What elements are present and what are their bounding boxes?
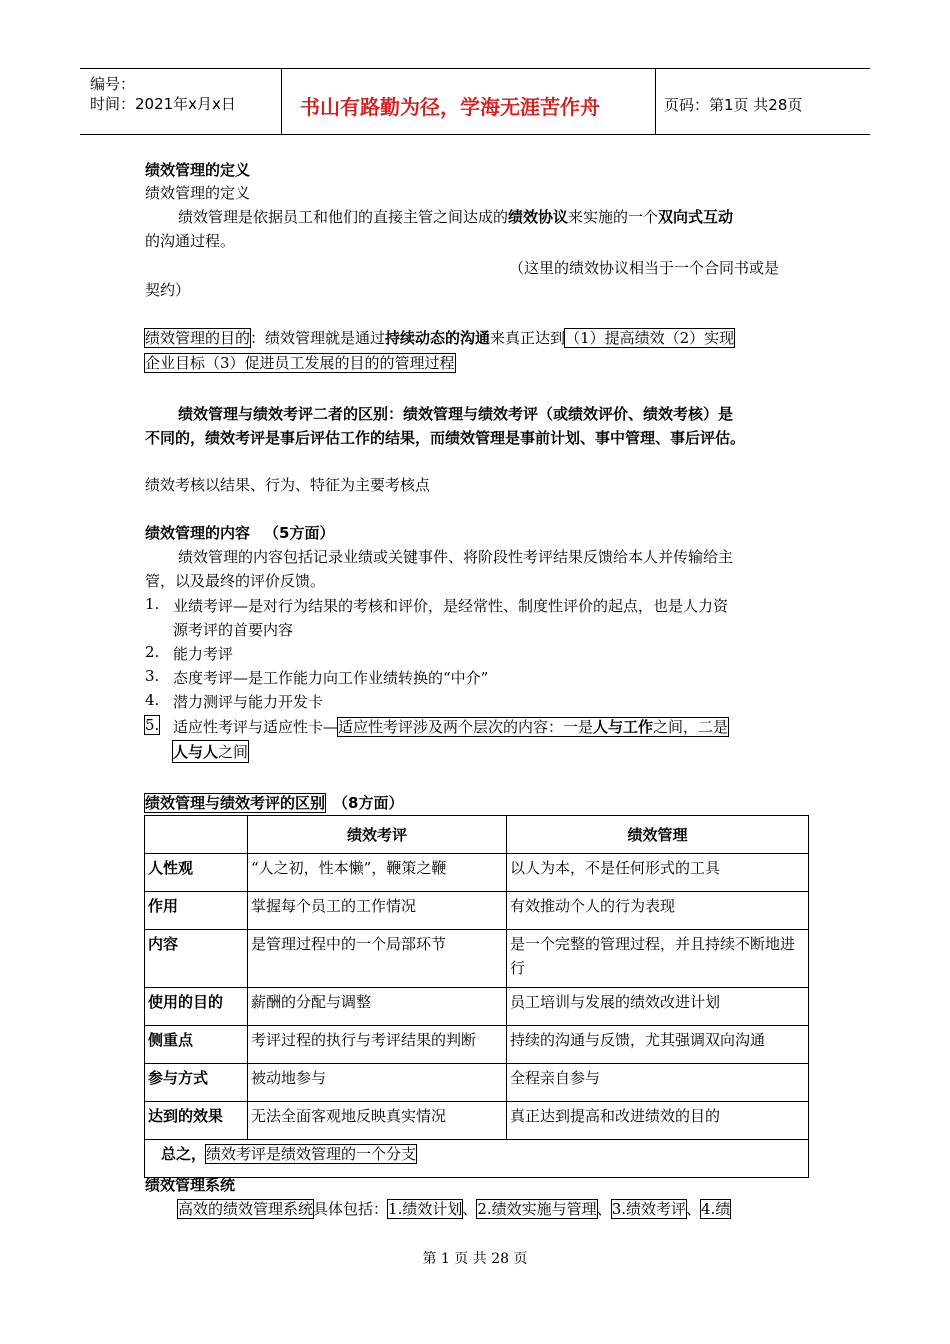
item5-boxed bbox=[338, 718, 728, 736]
header-top-rule bbox=[80, 68, 870, 69]
item5-text-a: 适应性考评与适应性卡— bbox=[173, 718, 339, 736]
definition-text-c: 来实施的一个 bbox=[568, 208, 659, 226]
purpose-goals-boxed: （1）提高绩效（2）实现 bbox=[565, 329, 735, 347]
table-row bbox=[145, 1102, 809, 1140]
cell-assessment: 是管理过程中的一个局部环节 bbox=[248, 930, 507, 988]
system-boxed-a: 高效的绩效管理系统 bbox=[178, 1200, 314, 1218]
definition-text-a: 绩效管理是依据员工和他们的直接主管之间达成的 bbox=[178, 208, 509, 226]
content-intro-line2: 管，以及最终的评价反馈。 bbox=[145, 572, 326, 590]
list-number: 5. bbox=[145, 716, 160, 734]
item5-text-f: 之间 bbox=[218, 743, 249, 761]
definition-paragraph-cont: 的沟通过程。 bbox=[145, 232, 236, 250]
table-heading bbox=[145, 792, 403, 813]
definition-paragraph bbox=[178, 206, 733, 227]
list-text: 能力考评 bbox=[173, 645, 234, 663]
row-label: 参与方式 bbox=[145, 1064, 248, 1102]
cell-management: 持续的沟通与反馈，尤其强调双向沟通 bbox=[507, 1026, 809, 1064]
system-step-2: 2.绩效实施与管理 bbox=[477, 1200, 597, 1218]
summary-text: 绩效考评是绩效管理的一个分支 bbox=[206, 1145, 417, 1163]
content-intro-line1: 绩效管理的内容包括记录业绩或关键事件、将阶段性考评结果反馈给本人并传输给主 bbox=[178, 548, 734, 566]
table-row bbox=[145, 988, 809, 1026]
row-label: 侧重点 bbox=[145, 1026, 248, 1064]
cell-assessment: “人之初，性本懒”，鞭策之鞭 bbox=[248, 854, 507, 892]
system-step-1: 1.绩效计划 bbox=[388, 1200, 463, 1218]
table-row bbox=[145, 892, 809, 930]
section-title-definition: 绩效管理的定义 bbox=[145, 161, 251, 179]
row-label: 达到的效果 bbox=[145, 1102, 248, 1140]
system-sep: 、 bbox=[462, 1200, 478, 1218]
table-header-cell bbox=[145, 816, 248, 854]
system-sep: 、 bbox=[686, 1200, 702, 1218]
cell-management: 员工培训与发展的绩效改进计划 bbox=[507, 988, 809, 1026]
summary-prefix: 总之， bbox=[161, 1145, 207, 1163]
system-title: 绩效管理系统 bbox=[145, 1176, 236, 1194]
cell-assessment: 考评过程的执行与考评结果的判断 bbox=[248, 1026, 507, 1064]
header-motto: 书山有路勤为径，学海无涯苦作舟 bbox=[300, 95, 600, 119]
list-number: 3. bbox=[145, 667, 160, 685]
difference-line2: 不同的，绩效考评是事后评估工作的结果，而绩效管理是事前计划、事中管理、事后评估。 bbox=[145, 429, 746, 447]
table-row bbox=[145, 1026, 809, 1064]
list-text: 潜力测评与能力开发卡 bbox=[173, 693, 324, 711]
cell-management: 有效推动个人的行为表现 bbox=[507, 892, 809, 930]
system-text-b: 具体包括： bbox=[313, 1200, 389, 1218]
table-summary-row bbox=[145, 1140, 809, 1178]
page-footer: 第 1 页 共 28 页 bbox=[422, 1251, 528, 1267]
purpose-line1 bbox=[145, 327, 734, 348]
system-sep: 、 bbox=[596, 1200, 612, 1218]
table-row bbox=[145, 1064, 809, 1102]
definition-note-line2: 契约） bbox=[145, 281, 191, 299]
cell-management: 真正达到提高和改进绩效的目的 bbox=[507, 1102, 809, 1140]
content-title: 绩效管理的内容 bbox=[145, 524, 251, 542]
cell-assessment: 掌握每个员工的工作情况 bbox=[248, 892, 507, 930]
table-title: 绩效管理与绩效考评的区别 bbox=[145, 794, 326, 812]
header-number-label: 编号： bbox=[90, 75, 136, 93]
header-bottom-rule bbox=[80, 134, 870, 135]
header-time-label: 时间：2021年x月x日 bbox=[90, 95, 236, 113]
content-heading bbox=[145, 522, 334, 543]
section-subtitle-definition: 绩效管理的定义 bbox=[145, 184, 251, 202]
item5-text-d: 之间，二是 bbox=[653, 718, 729, 736]
list-text: 态度考评—是工作能力向工作业绩转换的“中介” bbox=[173, 669, 489, 687]
system-step-3: 3.绩效考评 bbox=[611, 1200, 686, 1218]
cell-management: 是一个完整的管理过程，并且持续不断地进行 bbox=[507, 930, 809, 988]
definition-text-bold-agreement: 绩效协议 bbox=[508, 208, 569, 226]
row-label: 使用的目的 bbox=[145, 988, 248, 1026]
cell-assessment: 无法全面客观地反映真实情况 bbox=[248, 1102, 507, 1140]
list-text-cont: 源考评的首要内容 bbox=[173, 621, 294, 639]
table-header-cell: 绩效考评 bbox=[248, 816, 507, 854]
definition-text-bold-interaction: 双向式互动 bbox=[658, 208, 734, 226]
comparison-table bbox=[144, 815, 809, 1178]
purpose-text-a: ：绩效管理就是通过 bbox=[250, 329, 386, 347]
definition-note-line1: （这里的绩效协议相当于一个合同书或是 bbox=[509, 259, 780, 277]
item5-text-bold-work: 人与工作 bbox=[593, 718, 654, 736]
item5-boxed-cont bbox=[173, 741, 248, 762]
purpose-line2 bbox=[145, 352, 455, 373]
table-count: （8方面） bbox=[333, 794, 404, 812]
list-number: 2. bbox=[145, 643, 160, 661]
purpose-text-c: 来真正达到 bbox=[490, 329, 566, 347]
system-line bbox=[178, 1198, 730, 1219]
row-label: 内容 bbox=[145, 930, 248, 988]
header-page-info: 页码：第1页 共28页 bbox=[664, 96, 803, 114]
item5-text-b: 适应性考评涉及两个层次的内容：一是 bbox=[338, 718, 594, 736]
cell-management: 以人为本，不是任何形式的工具 bbox=[507, 854, 809, 892]
list-number: 4. bbox=[145, 691, 160, 709]
purpose-label: 绩效管理的目的 bbox=[145, 329, 251, 347]
cell-management: 全程亲自参与 bbox=[507, 1064, 809, 1102]
header-divider-right bbox=[655, 68, 656, 135]
row-label: 作用 bbox=[145, 892, 248, 930]
summary-cell bbox=[145, 1140, 809, 1178]
item5-text-bold-people: 人与人 bbox=[173, 743, 219, 761]
difference-line1: 绩效管理与绩效考评二者的区别：绩效管理与绩效考评（或绩效评价、绩效考核）是 bbox=[178, 405, 734, 423]
assessment-note: 绩效考核以结果、行为、特征为主要考核点 bbox=[145, 476, 431, 494]
content-count: （5方面） bbox=[264, 524, 335, 542]
cell-assessment: 薪酬的分配与调整 bbox=[248, 988, 507, 1026]
cell-assessment: 被动地参与 bbox=[248, 1064, 507, 1102]
purpose-goals-boxed-cont: 企业目标（3）促进员工发展的目的的管理过程 bbox=[145, 354, 455, 372]
table-row bbox=[145, 930, 809, 988]
table-row bbox=[145, 854, 809, 892]
list-text: 业绩考评—是对行为结果的考核和评价，是经常性、制度性评价的起点，也是人力资 bbox=[173, 597, 729, 615]
table-header-cell: 绩效管理 bbox=[507, 816, 809, 854]
system-step-4: 4.绩 bbox=[701, 1200, 731, 1218]
table-header-row bbox=[145, 816, 809, 854]
list-number: 1. bbox=[145, 595, 160, 613]
header-divider-left bbox=[281, 68, 282, 135]
purpose-text-bold: 持续动态的沟通 bbox=[385, 329, 491, 347]
row-label: 人性观 bbox=[145, 854, 248, 892]
list-text bbox=[173, 716, 728, 737]
